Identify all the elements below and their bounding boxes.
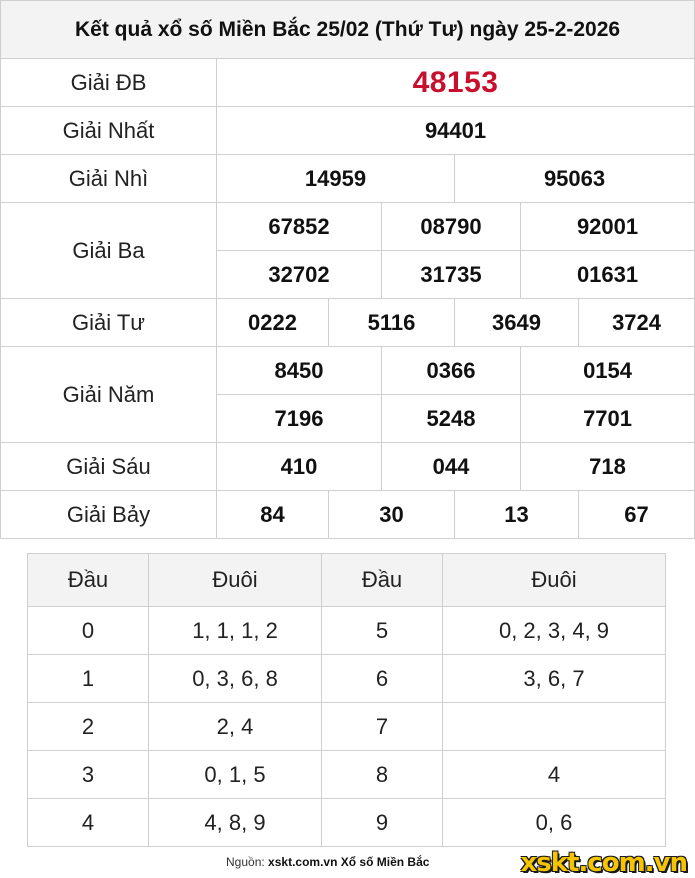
prize-label-nhi: Giải Nhì [1,155,217,203]
loto-head-digit: 6 [322,655,443,703]
fifth-prize-number: 5248 [382,395,521,443]
seventh-prize-number: 84 [217,491,329,539]
prize-label-sau: Giải Sáu [1,443,217,491]
prize-label-tu: Giải Tư [1,299,217,347]
first-prize-number: 94401 [217,107,695,155]
brand-logo: xskt.com.vn [520,848,687,878]
prize-label-nhat: Giải Nhất [1,107,217,155]
loto-tail-digits [443,703,666,751]
loto-header-duoi: Đuôi [443,554,666,607]
sixth-prize-number: 410 [217,443,382,491]
loto-head-digit: 7 [322,703,443,751]
source-credit [226,855,429,869]
loto-tail-digits: 4, 8, 9 [149,799,322,847]
third-prize-number: 32702 [217,251,382,299]
prize-label-db: Giải ĐB [1,59,217,107]
third-prize-number: 31735 [382,251,521,299]
fourth-prize-number: 3724 [579,299,695,347]
table-row [28,799,666,847]
loto-header-dau: Đầu [322,554,443,607]
loto-header-duoi: Đuôi [149,554,322,607]
page-title: Kết quả xổ số Miền Bắc 25/02 (Thứ Tư) ngày 25-2-2026 [1,1,695,59]
fifth-prize-number: 0154 [521,347,695,395]
fourth-prize-number: 0222 [217,299,329,347]
second-prize-number: 95063 [455,155,695,203]
table-row [28,655,666,703]
fifth-prize-number: 8450 [217,347,382,395]
fifth-prize-number: 7701 [521,395,695,443]
loto-tail-digits: 0, 6 [443,799,666,847]
prize-label-bay: Giải Bảy [1,491,217,539]
fifth-prize-number: 7196 [217,395,382,443]
loto-head-digit: 4 [28,799,149,847]
seventh-prize-number: 30 [329,491,455,539]
loto-tail-digits: 0, 2, 3, 4, 9 [443,607,666,655]
loto-head-digit: 2 [28,703,149,751]
sixth-prize-number: 718 [521,443,695,491]
loto-head-digit: 3 [28,751,149,799]
third-prize-number: 67852 [217,203,382,251]
loto-tail-digits: 3, 6, 7 [443,655,666,703]
second-prize-number: 14959 [217,155,455,203]
seventh-prize-number: 13 [455,491,579,539]
third-prize-number: 01631 [521,251,695,299]
special-prize-number: 48153 [217,59,695,107]
fourth-prize-number: 5116 [329,299,455,347]
fifth-prize-number: 0366 [382,347,521,395]
loto-head-digit: 9 [322,799,443,847]
loto-head-digit: 1 [28,655,149,703]
prize-label-ba: Giải Ba [1,203,217,299]
loto-tail-digits: 0, 3, 6, 8 [149,655,322,703]
loto-tail-digits: 2, 4 [149,703,322,751]
third-prize-number: 92001 [521,203,695,251]
source-site: xskt.com.vn Xổ số Miền Bắc [268,855,430,869]
loto-header-dau: Đầu [28,554,149,607]
seventh-prize-number: 67 [579,491,695,539]
loto-tail-digits: 4 [443,751,666,799]
prize-label-nam: Giải Năm [1,347,217,443]
source-prefix: Nguồn: [226,855,265,869]
table-row [28,751,666,799]
loto-head-digit: 0 [28,607,149,655]
footer [0,848,695,878]
loto-head-tail-table [27,553,666,847]
fourth-prize-number: 3649 [455,299,579,347]
table-row [28,703,666,751]
loto-tail-digits: 1, 1, 1, 2 [149,607,322,655]
sixth-prize-number: 044 [382,443,521,491]
loto-tail-digits: 0, 1, 5 [149,751,322,799]
table-row [28,607,666,655]
third-prize-number: 08790 [382,203,521,251]
loto-head-digit: 5 [322,607,443,655]
loto-head-digit: 8 [322,751,443,799]
